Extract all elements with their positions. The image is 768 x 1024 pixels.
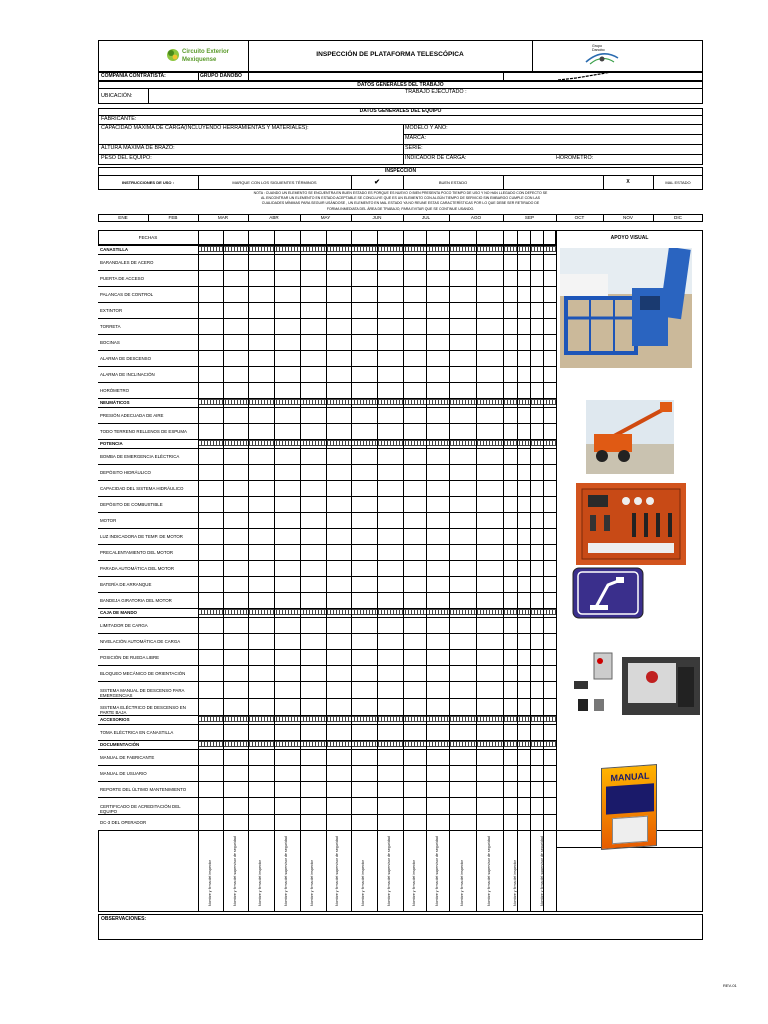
hourmeter-label: HOROMETRO:	[556, 155, 594, 161]
signature-safety: Nombre y firma del supervisor de seguridad	[284, 836, 288, 906]
row-label: BLOQUEO MECÁNICO DE ORIENTACIÓN	[100, 671, 186, 676]
page-title: INSPECCIÓN DE PLATAFORMA TELESCÓPICA	[316, 51, 464, 58]
column-divider	[403, 230, 404, 912]
maker-label: FABRICANTE:	[101, 116, 137, 122]
boom-lift-photo	[586, 400, 674, 474]
column-divider	[274, 230, 275, 912]
capacity-label: CAPACIDAD MÁXIMA DE CARGA(INCLUYENDO HERRAMIENTAS Y MATERIALES):	[101, 125, 309, 131]
load-indicator-label: INDICADOR DE CARGA:	[405, 155, 467, 161]
mark-with-label: MARQUE CON LOS SIGUIENTES TÉRMINOS	[232, 180, 317, 185]
column-divider	[426, 230, 427, 912]
signature-safety: Nombre y firma del supervisor de seguridad	[387, 836, 391, 906]
row-label: REPORTE DEL ÚLTIMO MANTENIMIENTO	[100, 787, 187, 792]
row-label: DEPÓSITO HIDRÁULICO	[100, 470, 151, 475]
row-label: DEPÓSITO DE COMBUSTIBLE	[100, 502, 163, 507]
month-label: JUN	[372, 215, 382, 220]
height-label: ALTURA MÁXIMA DE BRAZO:	[101, 145, 175, 151]
column-divider	[377, 230, 378, 912]
row-label: EXTINTOR	[100, 308, 123, 313]
manual-cover-image	[612, 816, 648, 845]
check-mark-icon: ✔	[374, 179, 380, 186]
dates-label: FECHAS	[138, 235, 158, 240]
month-label: AGO	[470, 215, 482, 220]
row-label: TODO TERRENO RELLENOS DE ESPUMA	[100, 429, 187, 434]
row-label: MANUAL DE FABRICANTE	[100, 755, 155, 760]
row-label: SISTEMA MANUAL DE DESCENSO PARA EMERGENCIAS	[100, 687, 185, 698]
row-label: ALARMA DE DESCENSO	[100, 356, 151, 361]
observations-label: OBSERVACIONES:	[101, 916, 147, 922]
manual-cover-title: MANUAL	[610, 770, 650, 784]
column-divider	[198, 230, 199, 912]
note-line-3: CUALIDADES MÍNIMAS PARA SEGUIR USÁNDOSE , UN ELEMENTO EN MAL ESTADO YA NO REUNE ESTAS CARACTERÍSTICAS POR LO QUE DEBE SER RETIRADO DE	[261, 201, 540, 205]
signature-safety: Nombre y firma del supervisor de seguridad	[335, 836, 340, 906]
weight-label: PESO DEL EQUIPO:	[101, 155, 152, 161]
row-label: BANDEJA GIRATORIA DEL MOTOR	[100, 598, 172, 603]
column-divider	[503, 230, 504, 912]
inspection-title: INSPECCIÓN	[384, 168, 417, 174]
signature-inspector: Nombre y firma del inspector	[411, 860, 416, 906]
company-value: GRUPO DANOBO	[200, 73, 242, 79]
row-label: CAPACIDAD DEL SISTEMA HIDRÁULICO	[100, 486, 184, 491]
signature-safety: Nombre y firma del supervisor de seguridad	[434, 836, 439, 906]
row-label: CANASTILLA	[100, 247, 129, 252]
row-label: MOTOR	[100, 518, 117, 523]
signature-safety: Nombre y firma del supervisor de seguridad	[539, 836, 544, 906]
row-label: MANUAL DE USUARIO	[100, 771, 147, 776]
column-divider	[449, 230, 450, 912]
row-label: POSICIÓN DE RUEDA LIBRE	[100, 655, 160, 660]
month-label: MAY	[320, 215, 331, 220]
bad-state-label: MAL ESTADO	[665, 180, 691, 185]
signature-inspector: Nombre y firma del inspector	[513, 860, 518, 906]
month-label: MAR	[217, 215, 229, 220]
column-divider	[300, 230, 301, 912]
location-label: UBICACIÓN:	[101, 93, 133, 99]
column-divider	[248, 230, 249, 912]
good-state-label: BUEN ESTADO	[438, 180, 468, 185]
row-label: ACCESORIOS	[100, 717, 130, 722]
row-label: LIMITADOR DE CARGA	[100, 623, 148, 628]
row-label: BOMBA DE EMERGENCIA ELÉCTRICA	[100, 454, 180, 459]
lift-sign-icon	[572, 567, 644, 619]
signature-safety: Nombre y firma del supervisor de seguridad	[232, 836, 237, 906]
row-label: TOMA ELÉCTRICA EN CANASTILLA	[100, 730, 174, 735]
column-divider	[530, 230, 531, 912]
row-label: PARADA AUTOMÁTICA DEL MOTOR	[100, 566, 175, 571]
signature-inspector: Nombre y firma del inspector	[309, 860, 314, 906]
revision-label: REV-01	[723, 983, 737, 988]
company-label: COMPAÑÍA CONTRATISTA:	[101, 73, 166, 79]
manual-cover-band	[606, 783, 654, 814]
equipment-title: DATOS GENERALES DEL EQUIPO	[359, 108, 442, 114]
month-label: SEP	[524, 215, 535, 220]
row-label: CERTIFICADO DE ACREDITACIÓN DEL EQUIPO	[100, 803, 181, 814]
row-label: ALARMA DE INCLINACIÓN	[100, 372, 155, 377]
general-title: DATOS GENERALES DEL TRABAJO	[357, 82, 444, 88]
month-label: ABR	[269, 215, 279, 220]
logo-right-line1: Grupo	[592, 44, 602, 48]
logo-right-line2: Danobo	[592, 48, 605, 52]
visual-support-title: APOYO VISUAL	[610, 235, 649, 241]
instructions-label: INSTRUCCIONES DE USO :	[121, 180, 174, 185]
row-label: TORRETA	[100, 324, 121, 329]
row-label: CAJA DE MANDO	[100, 610, 137, 615]
column-divider	[476, 230, 477, 912]
signature-inspector: Nombre y firma del inspector	[258, 860, 262, 906]
column-divider	[326, 230, 327, 912]
month-label: JUL	[421, 215, 431, 220]
row-label: PALANCAS DE CONTROL	[100, 292, 154, 297]
column-divider	[556, 230, 557, 912]
x-mark-icon: X	[626, 179, 630, 185]
row-label: PRECALENTAMIENTO DEL MOTOR	[100, 550, 174, 555]
row-label: PRESIÓN ADECUADA DE AIRE	[100, 413, 164, 418]
row-label: PUERTA DE ACCESO	[100, 276, 144, 281]
work-done-label: TRABAJO EJECUTADO :	[405, 89, 467, 95]
row-label: NIVELACIÓN AUTOMÁTICA DE CARGA	[100, 639, 181, 644]
column-divider	[223, 230, 224, 912]
month-label: NOV	[623, 215, 633, 220]
signature-safety: Nombre y firma del supervisor de seguridad	[486, 836, 491, 906]
row-label: DOCUMENTACIÓN	[100, 742, 140, 747]
manual-cover-photo	[601, 764, 657, 850]
logo-left-line2: Mexiquense	[182, 57, 217, 63]
row-label: BARANDALES DE ACERO	[100, 260, 154, 265]
month-label: ENE	[118, 215, 128, 220]
signature-inspector: Nombre y firma del inspector	[361, 860, 365, 906]
model-label: MODELO Y AÑO:	[405, 125, 448, 131]
month-label: FEB	[168, 215, 178, 220]
month-label: OCT	[574, 215, 585, 220]
note-line-4: FORMA INMEDIATA DEL ÁREA DE TRABAJO, PARA EVITAR QUE SE CONTINUE USANDO.	[326, 207, 475, 211]
brand-label: MARCA:	[405, 135, 426, 141]
row-label: POTENCIA	[100, 441, 123, 446]
basket-photo	[560, 248, 692, 368]
row-label: LUZ INDICADORA DE TEMP. DE MOTOR	[100, 534, 183, 539]
observations-box[interactable]	[98, 914, 703, 940]
logo-left-line1: Circuito Exterior	[182, 49, 230, 55]
signature-inspector: Nombre y firma del inspector	[459, 860, 464, 906]
column-divider	[517, 230, 518, 912]
serial-label: SERIE:	[405, 145, 423, 151]
row-label: BOCINAS	[100, 340, 120, 345]
control-box-photo	[572, 647, 702, 719]
row-label: NEUMÁTICOS	[100, 400, 130, 405]
signature-inspector: Nombre y firma del inspector	[207, 860, 212, 906]
row-label: SISTEMA ELÉCTRICO DE DESCENSO EN PARTE BAJA	[100, 704, 186, 715]
note-line-2: AL ENCONTRAR UN ELEMENTO EN ESTADO ACEPTABLE SE CONCLUYE QUE ES UN ELEMENTO CON ALGÚN TIEMPO DE SERVICIO SIN EMBARGO CUMPLE CON LAS	[261, 196, 540, 200]
column-divider	[351, 230, 352, 912]
row-label: HORÓMETRO	[100, 388, 130, 393]
row-label: BATERÍA DE ARRANQUE	[100, 582, 152, 587]
note-line-1: NOTA : CUANDO UN ELEMENTO SE ENCUENTRA EN BUEN ESTADO ES PORQUE ES NUEVO O BIEN PRESENTA POCO TIEMPO DE USO Y NO HAN LLEGADO CON DEFECTO SE	[253, 191, 548, 195]
row-label: DC-3 DEL OPERADOR	[100, 820, 147, 825]
month-label: DIC	[674, 215, 682, 220]
control-panel-photo	[576, 483, 686, 565]
